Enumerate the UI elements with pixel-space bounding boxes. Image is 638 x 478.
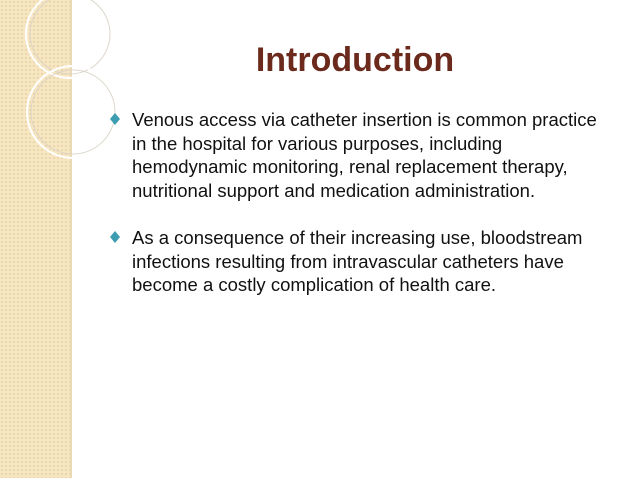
slide-title: Introduction	[255, 41, 455, 79]
bullet-text-1: Venous access via catheter insertion is common practice in the hospital for various purposes, including hemodynamic monitoring, renal replacement therapy, nutritional support and medication administration.	[132, 109, 597, 201]
diamond-bullet-icon	[110, 113, 120, 125]
bullet-item-2	[108, 226, 608, 297]
diamond-bullet-icon	[110, 231, 120, 243]
bullet-list	[108, 108, 608, 321]
bullet-item-1	[108, 108, 608, 202]
bullet-text-2: As a consequence of their increasing use, bloodstream infections resulting from intravascular catheters have become a costly complication of health care.	[132, 227, 583, 295]
